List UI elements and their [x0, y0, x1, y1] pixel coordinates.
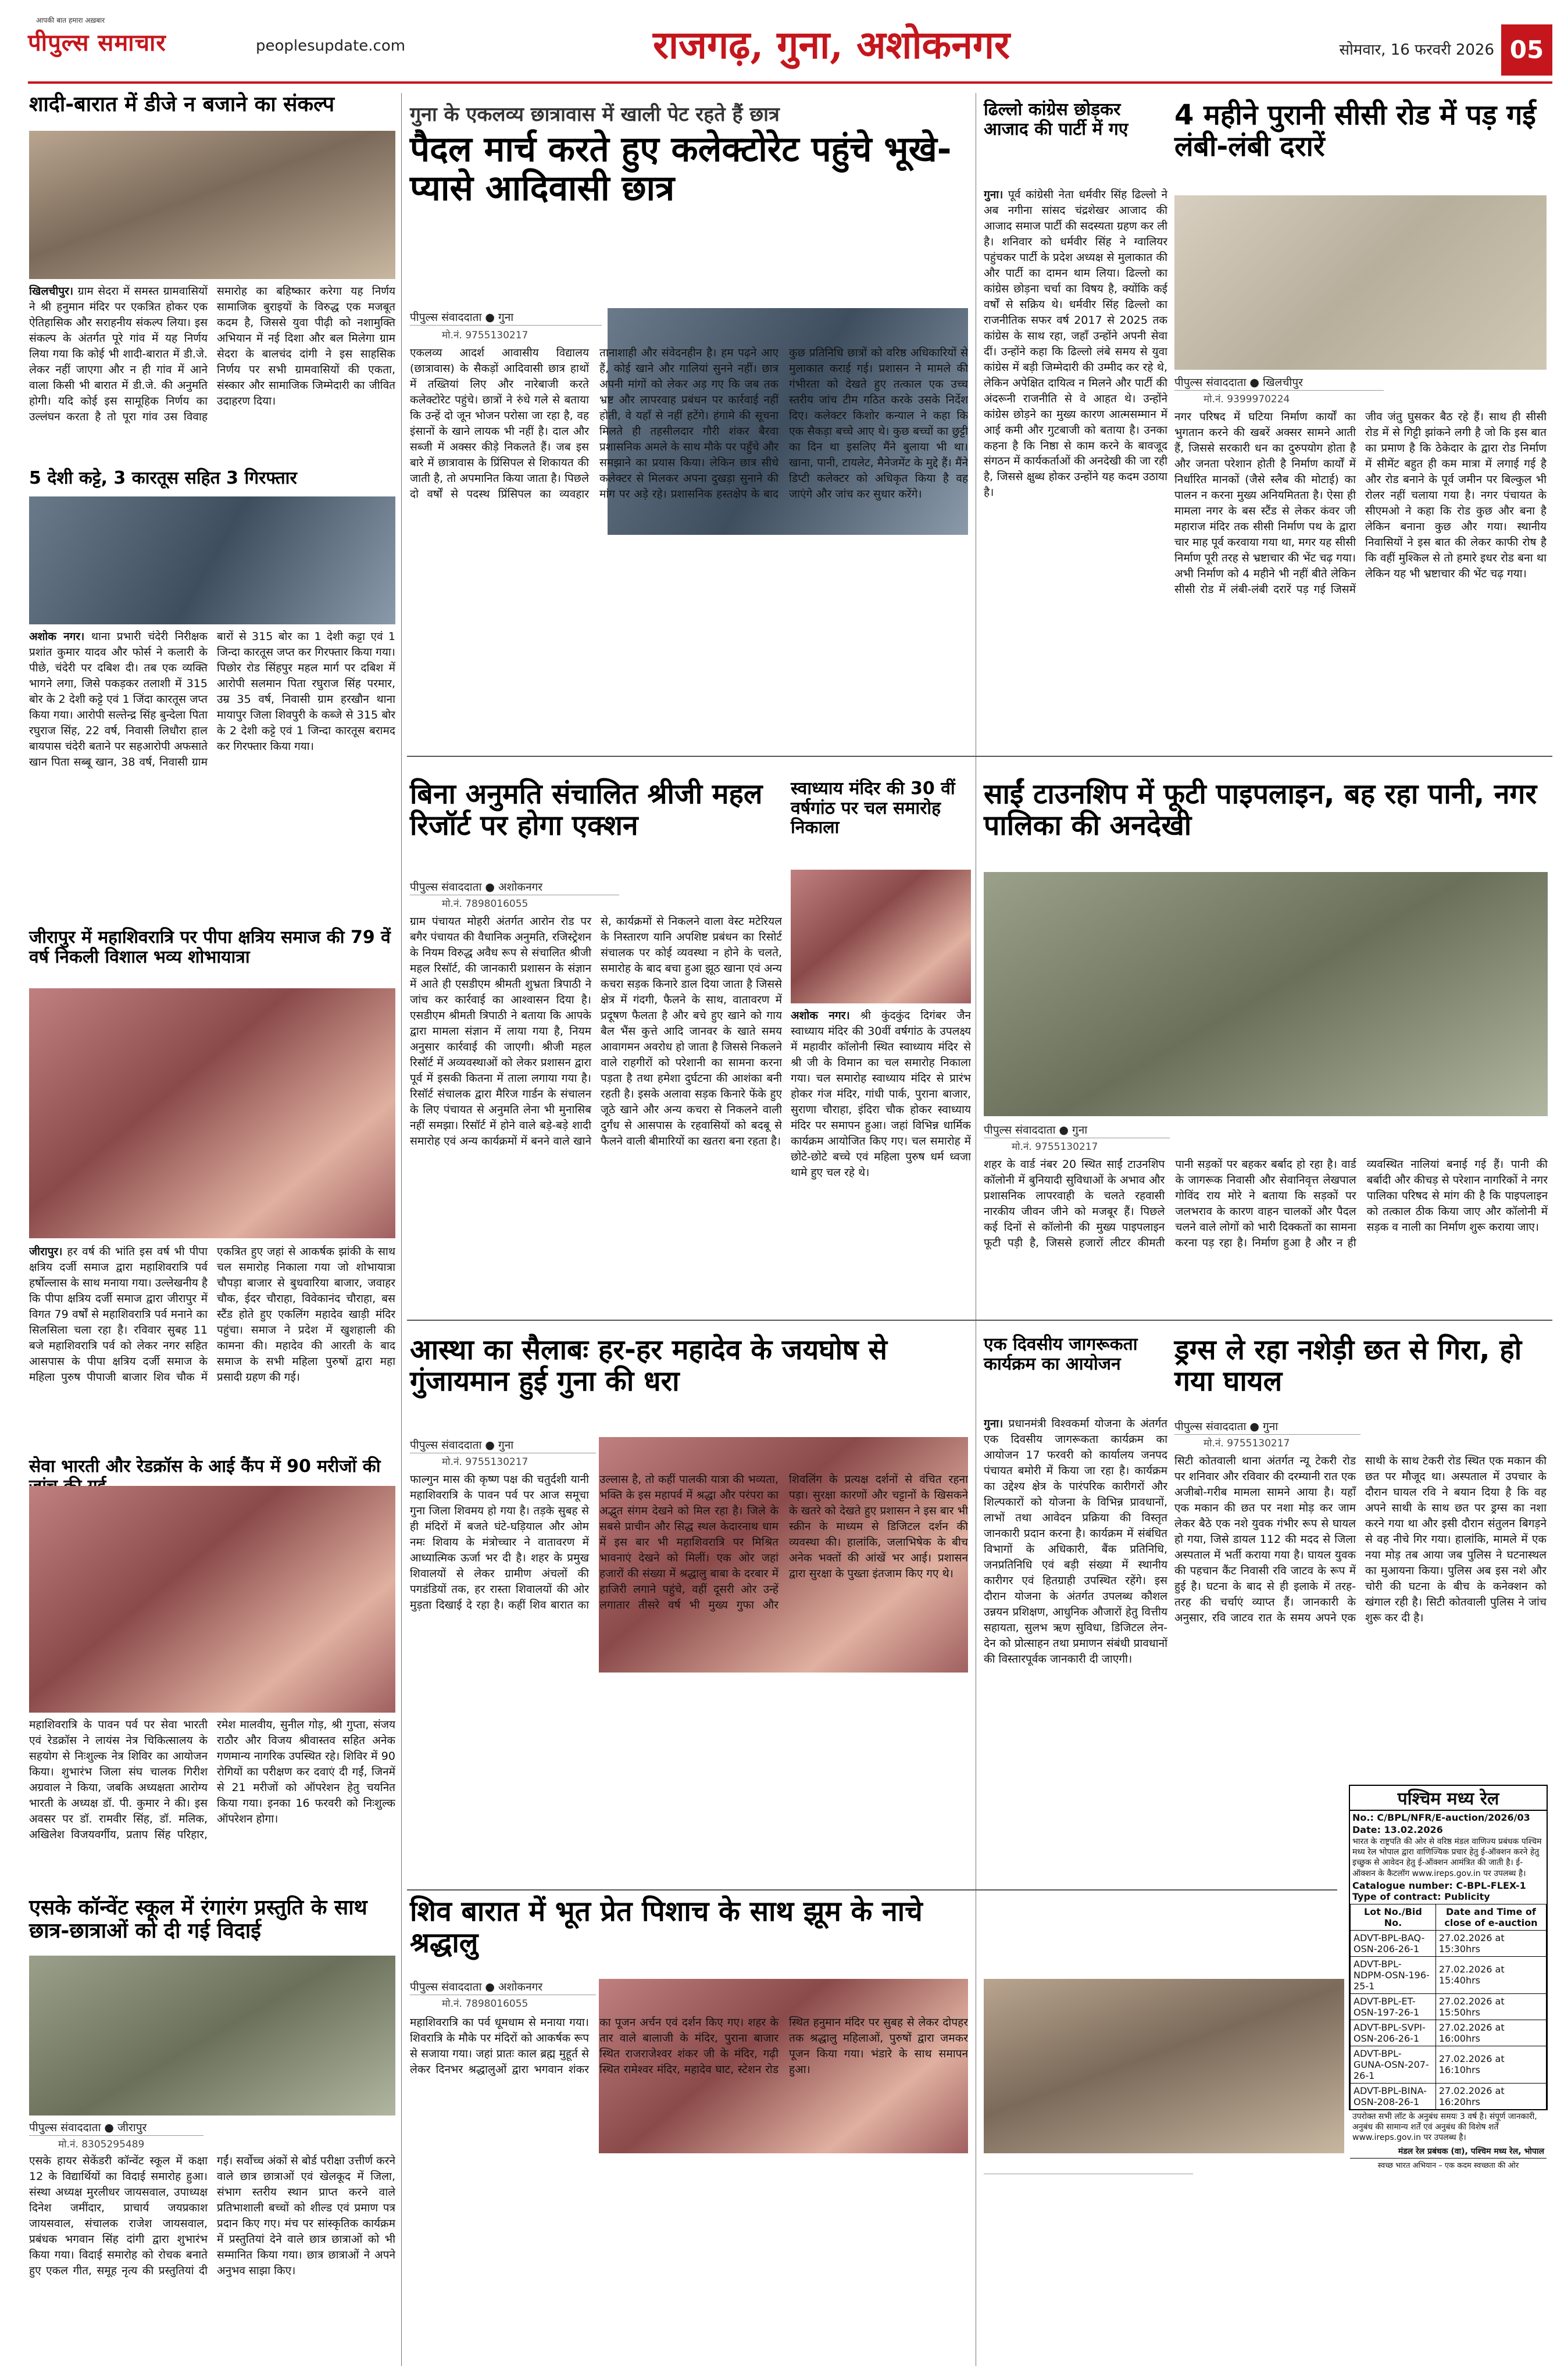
- story-aastha-body: फाल्गुन मास की कृष्ण पक्ष की चतुर्दशी यानी महाशिवरात्रि के पावन पर्व पर आज समूचा गुना जिला शिवमय हो गया है। तड़के सुबह से ही मंदिरों में बजते घंटे-घड़ियाल और ओम नमः शिवाय के मंत्रोच्चार ने वातावरण में आध्यात्मिक ऊर्जा भर दी है। शहर के प्रमुख शिवालयों से लेकर ग्रामीण अंचलों की पगडंडियों तक, हर रास्ता शिवालयों की ओर मुड़ता दिखाई दे रहा है। कहीं शिव बारात का उल्लास है, तो कहीं पालकी यात्रा की भव्यता, भक्ति के इस महापर्व में श्रद्धा और परंपरा का अद्भुत संगम देखने को मिल रहा है। जिले के सबसे प्राचीन और सिद्ध स्थल केदारनाथ धाम में इस बार भी महाशिवरात्रि पर मिश्रित भावनाएं देखने को मिलीं। एक ओर जहां हजारों की संख्या में श्रद्धालु बाबा के दरबार में हाजिरी लगाने पहुंचे, वहीं दूसरी ओर उन्हें लगातार तीसरे वर्ष भी मुख्य गुफा और शिवलिंग के प्रत्यक्ष दर्शनों से वंचित रहना पड़ा। सुरक्षा कारणों और चट्टानों के खिसकने के खतरे को देखते हुए प्रशासन ने इस बार भी स्क्रीन के माध्यम से डिजिटल दर्शन की व्यवस्था की। हालांकि, जलाभिषेक के बीच अनेक भक्तों की आंखें भर आई। प्रशासन द्वारा सुरक्षा के पुख्ता इंतजाम किए गए थे।: [410, 1473, 968, 1611]
- story-pipeline-byline: पीपुल्स संवाददाता ● गुना: [984, 1122, 1170, 1138]
- story-ccroad-byline: पीपुल्स संवाददाता ● खिलचीपुर: [1174, 374, 1384, 391]
- story-shreeji-headline: बिना अनुमति संचालित श्रीजी महल रिजॉर्ट पर होगा एक्शन: [410, 778, 763, 842]
- story-jagrukta-body: गुना। प्रधानमंत्री विश्वकर्मा योजना के अंतर्गत एक दिवसीय जागरूकता कार्यक्रम का आयोजन 17 फरवरी को कार्यालय जनपद पंचायत बमोरी में किया जा रहा है। कार्यक्रम का उद्देश्य क्षेत्र के पारंपरिक कारीगरों और शिल्पकारों को योजना के विभिन्न प्रावधानों, लाभों तथा आवेदन प्रक्रिया की विस्तृत जानकारी प्रदान करना है। कार्यक्रम में संबंधित विभागों के अधिकारी, बैंक प्रतिनिधि, जनप्रतिनिधि एवं बड़ी संख्या में स्थानीय कारीगर एवं हितग्राही उपस्थित रहेंगे। इस दौरान योजना के अंतर्गत उपलब्ध कौशल उन्नयन प्रशिक्षण, आधुनिक औजारों हेतु वित्तीय सहायता, सुलभ ऋण सुविधा, डिजिटल लेन-देन को प्रोत्साहन तथा प्रमाणन संबंधी प्रावधानों की विस्तारपूर्वक जानकारी दी जाएगी।: [984, 1417, 1167, 1666]
- story-ccroad-headline: 4 महीने पुरानी सीसी रोड में पड़ गई लंबी-लंबी दरारें: [1174, 99, 1536, 163]
- story-sewa-byline: पीपुल्स संवाददाता ● जीरापुर: [29, 2120, 203, 2136]
- newspaper-logo: पीपुल्स समाचार: [28, 29, 166, 56]
- story-sk-phone: मो.नं. 7898016055: [442, 1998, 528, 2010]
- tender-row: [1351, 1930, 1547, 1956]
- tender-close-date: 27.02.2026 at 15:50hrs: [1435, 1993, 1546, 2020]
- story-ccroad-photo: [1174, 195, 1547, 370]
- story-tribal-phone: मो.नं. 9755130217: [442, 330, 528, 341]
- tender-slogan: स्वच्छ भारत अभियान – एक कदम स्वच्छता की ओर: [1350, 2158, 1547, 2171]
- section-rule: [407, 1889, 1337, 1891]
- story-shivratri-photo: [29, 988, 395, 1238]
- story-ccroad-phone: मो.नं. 9399970224: [1204, 394, 1290, 405]
- story-arms-photo: [29, 496, 395, 624]
- tender-signatory: मंडल रेल प्रबंधक (वा), पश्चिम मध्य रेल, भोपाल: [1398, 2147, 1544, 2157]
- tender-notice-no: No.: C/BPL/NFR/E-auction/2026/03: [1352, 1812, 1530, 1823]
- story-pipeline-body: शहर के वार्ड नंबर 20 स्थित साईं टाउनशिप कॉलोनी में बुनियादी सुविधाओं के अभाव और प्रशासनिक लापरवाही के चलते रहवासी नारकीय जीवन जीने को मजबूर हैं। पिछले कई दिनों से कॉलोनी की मुख्य पाइपलाइन फूटी पड़ी है, जिससे हजारों लीटर कीमती पानी सड़कों पर बहकर बर्बाद हो रहा है। वार्ड के जागरूक निवासी और सेवानिवृत्त लेखपाल गोविंद राय मोरे ने बताया कि सड़कों पर जलभराव के कारण वाहन चालकों और पैदल चलने वाले लोगों को भारी दिक्कतों का सामना करना पड़ रहा है। निर्माण हुआ है और न ही व्यवस्थित नालियां बनाई गई हैं। पानी की बर्बादी और कीचड़ से परेशान नागरिकों ने नगर पालिका परिषद से मांग की है कि पाइपलाइन को तत्काल ठीक किया जाए और कॉलोनी में सड़क व नाली का निर्माण शुरू कराया जाए।: [984, 1158, 1548, 1249]
- masthead-rule: [28, 81, 1552, 84]
- story-tribal-byline: पीपुल्स संवाददाता ● गुना: [410, 309, 602, 326]
- story-jagrukta-headline: एक दिवसीय जागरूकता कार्यक्रम का आयोजन: [984, 1334, 1138, 1374]
- tender-lot: ADVT-BPL-ET-OSN-197-26-1: [1351, 1993, 1436, 2020]
- story-pipeline-phone: मो.नं. 9755130217: [1012, 1141, 1098, 1153]
- story-drugs-phone: मो.नं. 9755130217: [1204, 1438, 1290, 1449]
- region-title: राजगढ़, गुना, अशोकनगर: [652, 22, 1010, 67]
- story-arms-headline: 5 देशी कट्टे, 3 कारतूस सहित 3 गिरफ्तार: [29, 468, 297, 488]
- story-swadhyay-photo: [791, 870, 971, 1003]
- story-dhillon-body: गुना। पूर्व कांग्रेसी नेता धर्मवीर सिंह ढिल्लो ने अब नगीना सांसद चंद्रशेखर आजाद की आजाद समाज पार्टी की सदस्यता ग्रहण कर ली है। शनिवार को धर्मवीर सिंह ने ग्वालियर पहुंचकर पार्टी के प्रदेश अध्यक्ष से मुलाकात की और पार्टी का दामन थाम लिया। ढिल्लो का कांग्रेस छोड़ना चर्चा का विषय है, क्योंकि कई वर्षों से सक्रिय थे। धर्मवीर सिंह ढिल्लो का राजनीतिक सफर वर्ष 2017 से 2025 तक कांग्रेस के साथ रहा, जहाँ उन्होंने अपनी सेवा दीं। उन्होंने कहा कि ढिल्लो लंबे समय से युवा कांग्रेस में बड़ी जिम्मेदारी की उम्मीद कर रहे थे, लेकिन अपेक्षित दायित्व न मिलने और पार्टी की अंदरूनी राजनीति से वे आहत थे। उन्होंने कांग्रेस छोड़ने का मुख्य कारण आत्मसम्मान में आई कमी और गुटबाजी को बताया है। उनका कहना है कि निष्ठा से काम करने के बावजूद संगठन में कार्यकर्ताओं की अनदेखी की जा रही है, जिससे क्षुब्ध होकर उन्होंने यह कदम उठाया है।: [984, 188, 1167, 499]
- story-shreeji-byline: पीपुल्स संवाददाता ● अशोकनगर: [410, 879, 619, 895]
- story-sewa-photo: [29, 1956, 395, 2115]
- story-drugs-byline: पीपुल्स संवाददाता ● गुना: [1174, 1418, 1360, 1435]
- issue-date: सोमवार, 16 फरवरी 2026: [1339, 41, 1494, 59]
- story-drugs-body: सिटी कोतवाली थाना अंतर्गत न्यू टेकरी रोड पर शनिवार और रविवार की दरम्यानी रात एक अजीबो-गरीब मामला सामने आया है। यहाँ एक मकान की छत पर नशा मोड़ कर जाम लेकर बैठे एक नशे युवक गंभीर रूप से घायल हो गया, जिसे डायल 112 की मदद से जिला अस्पताल में भर्ती कराया गया है। घायल युवक की पहचान कैंट निवासी रवि जाटव के रूप में हुई है। घटना के बाद से ही इलाके में तरह-तरह की चर्चाएं व्याप्त हैं। जानकारी के अनुसार, रवि जाटव रात के समय अपने एक साथी के साथ टेकरी रोड स्थित एक मकान की छत पर मौजूद था। अस्पताल में उपचार के दौरान घायल रवि ने बयान दिया है कि वह अपने साथी के साथ छत पर ड्रग्स का नशा करने गया था और इसी दौरान संतुलन बिगड़ने से वह नीचे गिर गया। हालांकि, मामले में एक नया मोड़ तब आया जब पुलिस ने घटनास्थल का मुआयना किया। पुलिस अब इस नशे और चोरी की घटना के बीच के कनेक्शन को खंगाल रही है। सिटी कोतवाली पुलिस ने जांच शुरू कर दी है।: [1174, 1455, 1547, 1624]
- story-pujan-photo: [29, 1486, 395, 1713]
- masthead: [0, 0, 1557, 87]
- story-swadhyay-body: अशोक नगर। श्री कुंदकुंद दिगंबर जैन स्वाध्याय मंदिर की 30वीं वर्षगांठ के उपलक्ष्य में महावीर कॉलोनी स्थित स्वाध्याय मंदिर से श्री जी के विमान का चल समारोह निकाला गया। चल समारोह स्वाध्याय मंदिर से प्रारंभ होकर गंज मंदिर, गांधी पार्क, पुराना बाजार, सुराणा चौराहा, इंदिरा चौक होकर स्वाध्याय मंदिर पर समापन हुआ। जहां विभिन्न धार्मिक कार्यक्रम आयोजित किए गए। चल समारोह में छोटे-छोटे बच्चे एवं महिला पुरुष धर्म ध्वजा थामे हुए चल रहे थे।: [791, 1009, 971, 1179]
- story-sk-byline: पीपुल्स संवाददाता ● अशोकनगर: [410, 1979, 596, 1995]
- story-sk-headline: शिव बारात में भूत प्रेत पिशाच के साथ झूम के नाचे श्रद्धालु: [410, 1895, 923, 1959]
- tender-date: Date: 13.02.2026: [1352, 1824, 1443, 1835]
- tender-lot: ADVT-BPL-BINA-OSN-208-26-1: [1351, 2083, 1436, 2109]
- column-divider: [401, 93, 402, 2366]
- tender-intro: भारत के राष्ट्रपति की ओर से वरिष्ठ मंडल वाणिज्य प्रबंधक पश्चिम मध्य रेल भोपाल द्वारा वाणिज्यिक प्रचार हेतु ई-ऑक्शन करने हेतु इच्छुक से आवेदन हेतु ई-ऑक्शन आमंत्रित की जाती है। ई-ऑक्शन के कैटलॉग www.ireps.gov.in पर उपलब्ध है।: [1352, 1837, 1542, 1878]
- tender-row: [1351, 1993, 1547, 2020]
- story-pipeline-headline: साईं टाउनशिप में फूटी पाइपलाइन, बह रहा पानी, नगर पालिका की अनदेखी: [984, 778, 1537, 842]
- tender-lot: ADVT-BPL-NDPM-OSN-196-25-1: [1351, 1956, 1436, 1993]
- tender-close-date: 27.02.2026 at 16:20hrs: [1435, 2083, 1546, 2109]
- story-shivratri-body: जीरापुर। हर वर्ष की भांति इस वर्ष भी पीपा क्षत्रिय दर्जी समाज द्वारा महाशिवरात्रि पर्व हर्षोल्लास के साथ मनाया गया। उल्लेखनीय है कि पीपा क्षत्रिय दर्जी समाज द्वारा जीरापुर में विगत 79 वर्षों से महाशिवरात्रि पर्व मनाने का सिलसिला चला रहा है। रविवार सुबह 11 बजे महाशिवरात्रि पर्व को लेकर नगर सहित आसपास के पीपा क्षत्रिय दर्जी समाज के महिला पुरुष पीपाजी बाजार शिव चौक में एकत्रित हुए जहां से आकर्षक झांकी के साथ चल समारोह निकाला गया जो शोभायात्रा चौपड़ा बाजार से बुधवारिया बाजार, जवाहर चौक, ईदर चौराहा, विवेकानंद चौराहा, बस स्टैंड होते हुए एकलिंग महादेव खाड़ी मंदिर पहुंचा। समाज ने प्रदेश में खुशहाली की कामना की। महादेव की आरती के बाद समाज के सभी महिला पुरुषों द्वारा महा प्रसादी ग्रहण की गई।: [29, 1245, 395, 1384]
- story-shivbarat-headline: [984, 1896, 1344, 1972]
- section-rule: [407, 1320, 1552, 1321]
- story-aastha-headline: आस्था का सैलाबः हर-हर महादेव के जयघोष से गुंजायमान हुई गुना की धरा: [410, 1334, 887, 1398]
- railway-tender-notice: [1349, 1785, 1548, 2171]
- story-sewa-body: एसके हायर सेकेंडरी कॉन्वेंट स्कूल में कक्षा 12 के विद्यार्थियों का विदाई समारोह हुआ। संस्था अध्यक्ष मुरलीधर जायसवाल, उपाध्यक्ष दिनेश जमींदार, प्राचार्य जयप्रकाश जायसवाल, संचालक राजेश जायसवाल, प्रबंधक भगवान सिंह दांगी द्वारा शुभारंभ किया गया। विदाई समारोह को रोचक बनाते हुए एकल गीत, समूह नृत्य की प्रस्तुतियां दी गईं। सर्वोच्च अंकों से बोर्ड परीक्षा उत्तीर्ण करने वाले छात्र छात्राओं एवं खेलकूद में जिला, संभाग स्तरीय स्थान प्राप्त करने वाले प्रतिभाशाली बच्चों को शील्ड एवं प्रमाण पत्र प्रदान किए गए। मंच पर सांस्कृतिक कार्यक्रम में प्रस्तुतियां देने वाले छात्र छात्राओं को भी सम्मानित किया गया। छात्र छात्राओं ने अपने अनुभव साझा किए।: [29, 2154, 395, 2277]
- tender-close-date: 27.02.2026 at 15:40hrs: [1435, 1956, 1546, 1993]
- tender-lot: ADVT-BPL-GUNA-OSN-207-26-1: [1351, 2046, 1436, 2083]
- story-shivbarat-byline: [984, 2158, 1193, 2174]
- story-dhillon-headline: ढिल्लो कांग्रेस छोड़कर आजाद की पार्टी में गए: [984, 99, 1129, 140]
- story-tribal-headline: पैदल मार्च करते हुए कलेक्टोरेट पहुंचे भूखे-प्यासे आदिवासी छात्र: [410, 129, 952, 209]
- story-shivbarat-phone: [1012, 2175, 1163, 2189]
- page-number: 05: [1501, 24, 1552, 76]
- website-link[interactable]: peoplesupdate.com: [256, 37, 406, 55]
- tender-col-header: Date and Time of close of e-auction: [1435, 1904, 1546, 1930]
- tender-org: पश्चिम मध्य रेल: [1350, 1786, 1547, 1811]
- story-shreeji-body: ग्राम पंचायत मोहरी अंतर्गत आरोन रोड पर बगैर पंचायत की वैधानिक अनुमति, रजिस्ट्रेशन के नियम विरुद्ध अवैध रूप से संचालित श्रीजी महल रिसॉर्ट, की जानकारी प्रशासन के संज्ञान में आते ही एसडीएम श्रीमती शुभ्रता त्रिपाठी ने जांच कर कार्रवाई का आश्वासन दिया है। एसडीएम श्रीमती त्रिपाठी ने बताया कि आपके द्वारा मामला संज्ञान में लाया गया है, नियम अनुसार कार्रवाई की जाएगी। श्रीजी महल रिसॉर्ट में अव्यवस्थाओं को लेकर प्रशासन द्वारा पूर्व में इसकी कितना में ताला लगाया गया है। रिसॉर्ट संचालक द्वारा मैरिज गार्डन के संचालन के लिए पंचायत से अनुमति लेना भी मुनासिब नहीं समझा। रिसॉर्ट में होने वाले बड़े-बड़े शादी समारोह एवं अन्य कार्यक्रमों में बनने वाले खाने से, कार्यक्रमों से निकलने वाला वेस्ट मटेरियल के निस्तारण यानि अपशिष्ट प्रबंधन का रिसोर्ट संचालक पर कोई व्यवस्था न होने के चलते, समारोह के बाद बचा हुआ झूठ खाना एवं अन्य कचरा सड़क किनारे डाल दिया जाता है जिससे क्षेत्र में गंदगी, फैलने के साथ, वातावरण में प्रदूषण फैलता है और बचे हुए खाने को गाय बैल भैंस कुत्ते आदि जानवर के खाते समय आवागमन अवरोध हो जाता है जिससे निकलने वाले राहगीरों को परेशानी का सामना करना पड़ता है तथा हमेशा दुर्घटना की आशंका बनी रहती है। इसके अलावा सड़क किनारे फेंके हुए जूठे खाने और अन्य कचरा से निकलने वाली दुर्गंध से आसपास के रहवासियों को बदबू से फैलने वाली बीमारियों का खतरा बना रहता है।: [410, 915, 782, 1148]
- story-dj-headline: शादी-बारात में डीजे न बजाने का संकल्प: [29, 92, 335, 116]
- tender-close-date: 27.02.2026 at 16:10hrs: [1435, 2046, 1546, 2083]
- tender-catalogue: Catalogue number: C-BPL-FLEX-1: [1352, 1879, 1526, 1891]
- story-sewa-phone: मो.नं. 8305295489: [58, 2139, 145, 2150]
- tender-row: [1351, 2046, 1547, 2083]
- story-ccroad-body: नगर परिषद में घटिया निर्माण कार्यों का भुगतान करने की खबरें अक्सर सामने आती हैं, जिससे सरकारी धन का दुरुपयोग होता है और जनता परेशान होती है निर्माण कार्यों में निर्धारित मानकों (जैसे स्लैब की मोटाई) का पालन न करना मुख्य अनियमितता है। ऐसा ही मामला नगर के बस स्टैंड से लेकर कंवर जी महाराज मंदिर तक सीसी निर्माण पथ के द्वारा चार माह पूर्व करवाया गया था, मगर यह सीसी निर्माण पूरी तरह से भ्रष्टाचार की भेंट चढ़ गया। अभी निर्माण को 4 महीने भी नहीं बीते लेकिन सीसी रोड में लंबी-लंबी दरारें पड़ गई जिसमें जीव जंतु घुसकर बैठ रहे हैं। साथ ही सीसी रोड में से गिट्टी झांकने लगी है जो कि इस बात का प्रमाण है कि ठेकेदार के द्वारा रोड निर्माण में सीमेंट बहुत ही कम मात्रा में लगाई गई है और रोड बनाने के पूर्व जमीन पर बिल्कुल भी रोलर नहीं चलाया गया है। नगर पंचायत के सीएमओ ने कहा कि रोड कुछ और बना है लेकिन बनाना कुछ और गया। स्थानीय निवासियों ने इस बात की लेकर काफी रोष है कि वहीं मुश्किल से तो हमारे इधर रोड बना था लेकिन यह भी भ्रष्टाचार की भेंट चढ़ गया।: [1174, 410, 1547, 596]
- story-aastha-byline: पीपुल्स संवाददाता ● गुना: [410, 1437, 596, 1453]
- story-arms-body: अशोक नगर। थाना प्रभारी चंदेरी निरीक्षक प्रशांत कुमार यादव और फोर्स ने कलारी के पीछे, चंदेरी पर दबिश दी। तब एक व्यक्ति भागने लगा, जिसे पकड़कर तलाशी में 315 बोर के 2 देशी कट्टे एवं 1 जिंदा कारतूस जप्त किया गया। आरोपी सल्तेन्द्र सिंह बुन्देला पिता रघुराज सिंह, 22 वर्ष, निवासी लिधौरा हाल बायपास चंदेरी बताने पर सहआरोपी अफसाते खान पिता सब्बू खान, 38 वर्ष, निवासी ग्राम बारों से 315 बोर का 1 देशी कट्टा एवं 1 जिन्दा कारतूस जप्त कर गिरफ्तार किया गया। पिछोर रोड सिंहपुर महल मार्ग पर दबिश में आरोपी सलमान पिता रघुराज सिंह परमार, उम्र 35 वर्ष, निवासी ग्राम हरखौन थाना मायापुर जिला शिवपुरी के कब्जे से 315 बोर के 2 देशी कट्टे एवं 1 जिन्दा कारतूस बरामद कर गिरफ्तार किया गया।: [29, 630, 395, 769]
- tender-col-header: Lot No./Bid No.: [1351, 1904, 1436, 1930]
- story-sewa-headline: एसके कॉन्वेंट स्कूल में रंगारंग प्रस्तुति के साथ छात्र-छात्राओं को दी गई विदाई: [29, 1896, 367, 1943]
- newspaper-tagline: आपकी बात हमारा अख़बार: [36, 16, 105, 24]
- tender-lot: ADVT-BPL-SVPI-OSN-206-26-1: [1351, 2020, 1436, 2046]
- tender-close-date: 27.02.2026 at 15:30hrs: [1435, 1930, 1546, 1956]
- tender-lot: ADVT-BPL-BAQ-OSN-206-26-1: [1351, 1930, 1436, 1956]
- story-pipeline-photo: [984, 872, 1548, 1116]
- story-pujan-headline: सेवा भारती और रेडक्रॉस के आई कैंप में 90 मरीजों की: [29, 1456, 381, 1477]
- tender-close-date: 27.02.2026 at 16:00hrs: [1435, 2020, 1546, 2046]
- story-dj-body: खिलचीपुर। ग्राम सेदरा में समस्त ग्रामवासियों ने श्री हनुमान मंदिर पर एकत्रित होकर एक ऐतिहासिक और सराहनीय संकल्प लिया। इस संकल्प के अंतर्गत पूरे गांव में यह निर्णय लिया गया कि कोई भी शादी-बारात में डी.जे. लेकर नहीं जाएगा और न ही गांव में आने वाला किसी भी बारात में डी.जे. की अनुमति होगी। यदि कोई इस सामूहिक निर्णय का उल्लंघन करता है तो पूरा गांव उस विवाह समारोह का बहिष्कार करेगा यह निर्णय सामाजिक बुराइयों के विरुद्ध एक मजबूत कदम है, जिससे युवा पीढ़ी को नशामुक्ति अभियान में नई दिशा और बल मिलेगा ग्राम सेदरा के बालचंद दांगी ने इस साहसिक निर्णय पर सभी ग्रामवासियों की एकता, संस्कार और सामाजिक जिम्मेदारी का जीवित उदाहरण दिया।: [29, 285, 395, 423]
- story-dj-photo: [29, 131, 395, 279]
- story-swadhyay-headline: स्वाध्याय मंदिर की 30 वीं वर्षगांठ पर चल समारोह निकाला: [791, 778, 955, 838]
- story-pujan-body: महाशिवरात्रि के पावन पर्व पर सेवा भारती एवं रेडक्रॉस ने लायंस नेत्र चिकित्सालय के सहयोग से निःशुल्क नेत्र शिविर का आयोजन किया। शुभारंभ जिला संघ चालक गिरीश अग्रवाल ने किया, जबकि अध्यक्षता आरोग्य भारती के अध्यक्ष डॉ. पी. कुमार ने की। इस अवसर पर डॉ. रामवीर सिंह, डॉ. मलिक, अखिलेश विजयवर्गीय, प्रताप सिंह परिहार, रमेश मालवीय, सुनील गोड़, श्री गुप्ता, संजय राठौर और विजय श्रीवास्तव सहित अनेक गणमान्य नागरिक उपस्थित रहे। शिविर में 90 रोगियों का परीक्षण कर दवाएं दी गईं, जिनमें से 21 मरीजों को ऑपरेशन हेतु चयनित किया गया। इनका 16 फरवरी को निःशुल्क ऑपरेशन होगा।: [29, 1718, 395, 1841]
- tender-footer: उपरोक्त सभी लॉट के अनुबंध समयः 3 वर्ष है। संपूर्ण जानकारी, अनुबंध की सामान्य शर्तें एवं अनुबंध की विशेष शर्तें www.ireps.gov.in पर उपलब्ध है।: [1352, 2111, 1537, 2143]
- story-tribal-body: एकलव्य आदर्श आवासीय विद्यालय (छात्रावास) के सैकड़ों आदिवासी छात्र हाथों में तख्तियां लिए और नारेबाजी करते कलेक्टोरेट पहुंचे। छात्रों ने रुंधे गले से बताया कि उन्हें दो जून भोजन परोसा जा रहा है, वह इंसानों के खाने लायक भी नहीं है। दाल और सब्जी में अक्सर कीड़े निकलते हैं। जब इस बारे में छात्रावास के प्रिंसिपल से शिकायत की जाती है, तो अपमानित किया जाता है। पिछले दो वर्षों से पदस्थ प्रिंसिपल का व्यवहार तानाशाही और संवेदनहीन है। हम पढ़ने आए हैं, कोई खाने और गालियां सुनने नहीं। छात्र अपनी मांगों को लेकर अड़ गए कि जब तक भ्रष्ट और लापरवाह प्रबंधन पर कार्रवाई नहीं होती, वे यहाँ से नहीं हटेंगे। हंगामे की सूचना मिलते ही तहसीलदार गौरी शंकर बैरवा प्रशासनिक अमले के साथ मौके पर पहुँचे और समझाने का प्रयास किया। लेकिन छात्र सीधे कलेक्टर से मिलकर अपना दुखड़ा सुनाने की मांग पर अड़े रहे। प्रशासनिक हस्तक्षेप के बाद कुछ प्रतिनिधि छात्रों को वरिष्ठ अधिकारियों से मुलाकात कराई गई। प्रशासन ने मामले की गंभीरता को देखते हुए तत्काल एक उच्च स्तरीय जांच टीम गठित करके उसके निर्देश दिए। कलेक्टर किशोर कन्याल ने कहा कि एक सैकड़ा बच्चे आए थे। कुछ बच्चों का छुट्टी का दिन था इसलिए मैंने बुलाया भी था। खाना, पानी, टायलेट, मैनेजमेंट के मुद्दे हैं। मैंने डिप्टी कलेक्टर को अधिकृत किया है वह जाएंगे और जांच कर सुधार करेंगे।: [410, 346, 968, 501]
- story-aastha-phone: मो.नं. 9755130217: [442, 1456, 528, 1468]
- section-rule: [407, 756, 1552, 757]
- story-tribal-kicker: गुना के एकलव्य छात्रावास में खाली पेट रहते हैं छात्र: [410, 103, 780, 126]
- story-shivbarat-body: [984, 2193, 1344, 2367]
- tender-contract-type: Type of contract: Publicity: [1352, 1891, 1490, 1902]
- story-drugs-headline: ड्रग्स ले रहा नशेड़ी छत से गिरा, हो गया घायल: [1174, 1334, 1522, 1398]
- story-shivratri-headline: जीरापुर में महाशिवरात्रि पर पीपा क्षत्रिय समाज की 79 वें वर्ष निकली विशाल भव्य शोभायात्रा: [29, 927, 391, 967]
- tender-row: [1351, 1956, 1547, 1993]
- story-shivbarat-photo: [984, 1979, 1344, 2153]
- tender-table: [1350, 1904, 1547, 2110]
- tender-row: [1351, 2020, 1547, 2046]
- story-sk-body: महाशिवरात्रि का पर्व धूमधाम से मनाया गया। शिवरात्रि के मौके पर मंदिरों को आकर्षक रूप से सजाया गया। जहां प्रातः काल ब्रह्म मुहूर्त से लेकर दिनभर श्रद्धालुओं द्वारा भगवान शंकर का पूजन अर्चन एवं दर्शन किए गए। शहर के तार वाले बालाजी के मंदिर, पुराना बाजार स्थित राजराजेश्वर शंकर जी के मंदिर, गढ़ी स्थित रामेश्वर मंदिर, महादेव घाट, स्टेशन रोड स्थित हनुमान मंदिर पर सुबह से लेकर दोपहर तक श्रद्धालु महिलाओं, पुरुषों द्वारा जमकर पूजन किया गया। भंडारे के साथ समापन हुआ।: [410, 2016, 968, 2076]
- tender-row: [1351, 2083, 1547, 2109]
- story-shreeji-phone: मो.नं. 7898016055: [442, 898, 528, 910]
